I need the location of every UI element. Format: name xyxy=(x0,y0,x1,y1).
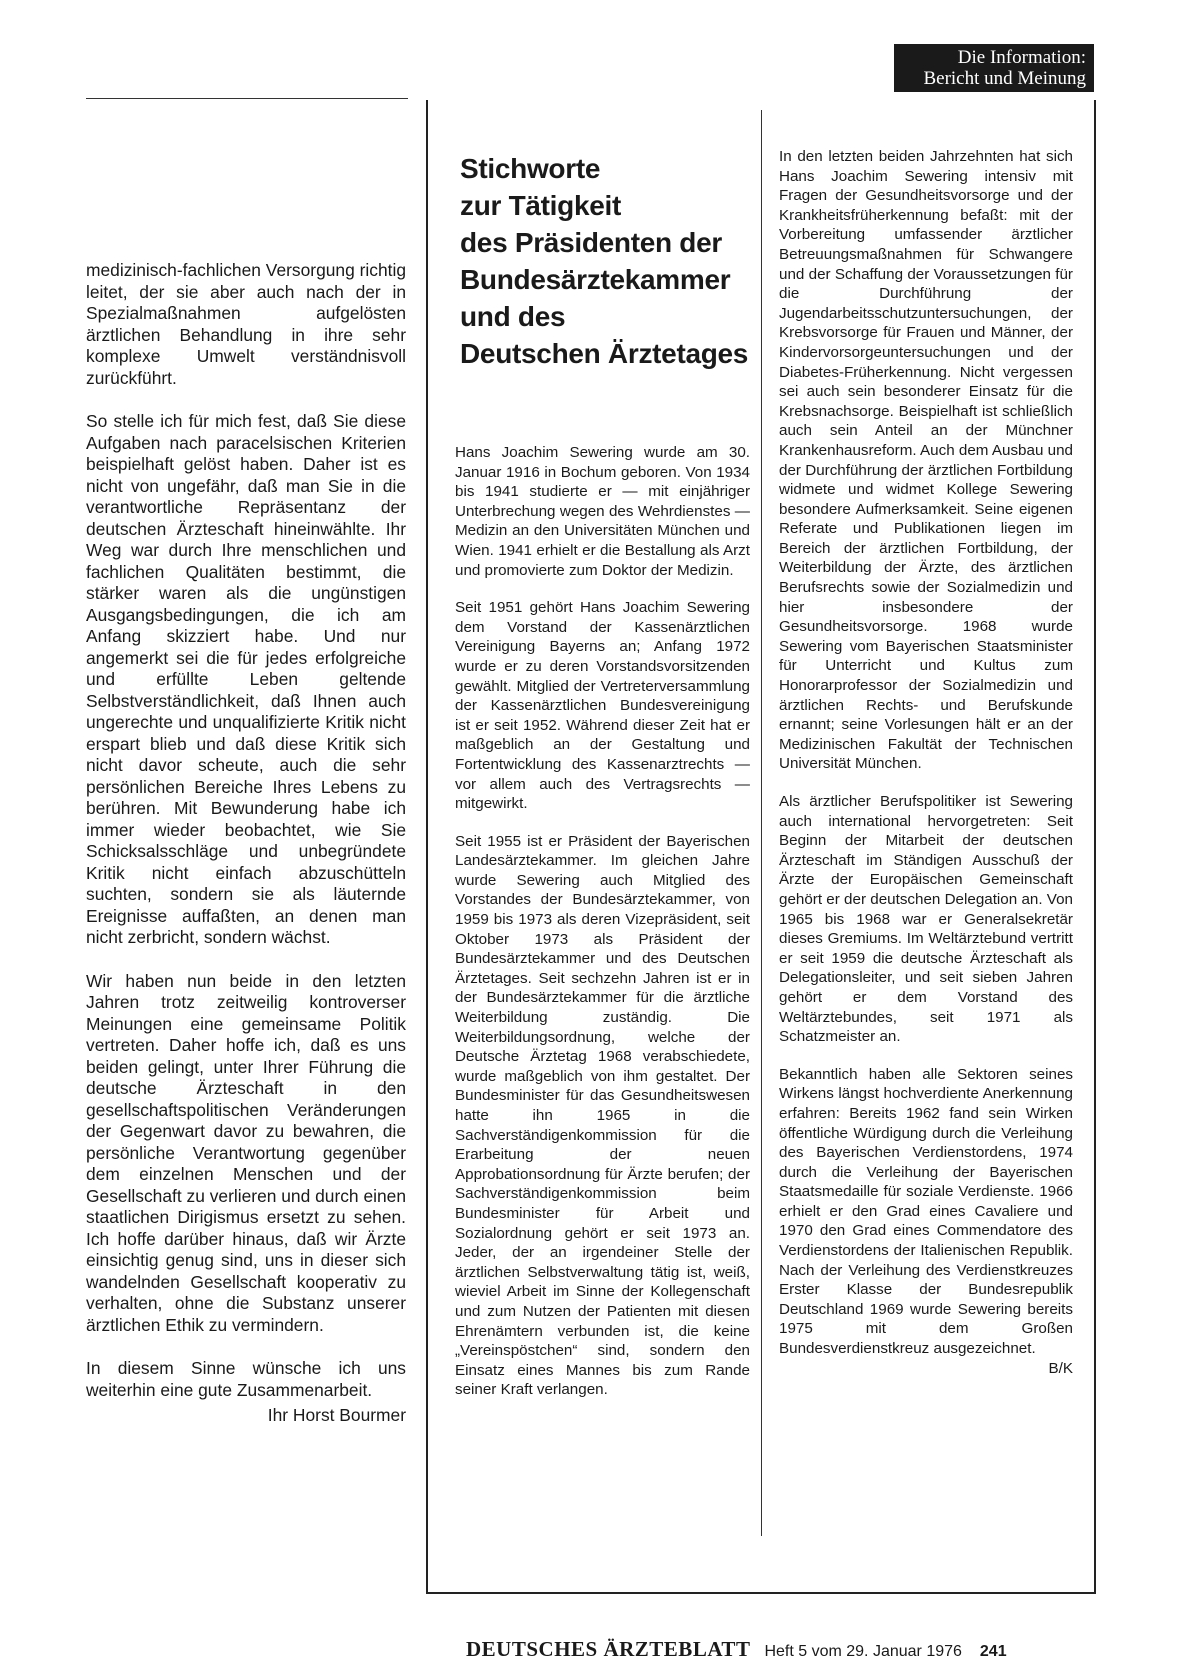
left-paragraph: In diesem Sinne wünsche ich uns weiterhin eine gute Zusammenarbeit. xyxy=(86,1358,406,1400)
box-title xyxy=(460,150,760,372)
author-initials: B/K xyxy=(1048,1359,1073,1377)
box-paragraph: Seit 1951 gehört Hans Joachim Sewering dem Vorstand der Kassenärztlichen Vereinigung Bayerns an; Anfang 1972 wurde er zu deren Vorstandsvorsitzenden gewählt. Mitglied der Vertreterversammlung der Kassenärztlichen Bundesvereinigung ist er seit 1952. Während dieser Zeit hat er maßgeblich an der Gestaltung und Fortentwicklung des Kassenarztrechts — vor allem auch des Vertragsrechts — mitgewirkt. xyxy=(455,599,750,813)
column-divider xyxy=(761,110,762,1536)
box-paragraph: In den letzten beiden Jahrzehnten hat sich Hans Joachim Sewering intensiv mit Fragen der Gesundheitsvorsorge und der Krankheitsfrüherkennung befaßt: mit der Vorbereitung umfassender ärztlicher Betreuungsmaßnahmen für Schwangere und der Schaffung der Voraussetzungen für die Durchführung der Jugendarbeitsschutzuntersuchungen, der Krebsvorsorge für Frauen und Männer, der Kindervorsorgeuntersuchungen und der Diabetes-Früherkennung. Nicht vergessen sei auch sein besonderer Einsatz für die Krebsnachsorge. Beispielhaft ist schließlich auch sein Anteil an der Münchner Krankenhausreform. Auch dem Ausbau und der Durchführung der ärztlichen Fortbildung widmete und widmet Kollege Sewering besondere Aufmerksamkeit. Seine eigenen Referate und Publikationen liegen im Bereich der ärztlichen Fortbildung, der Weiterbildung der Ärzte, des ärztlichen Berufsrechts sowie der Sozialmedizin und hier insbesondere der Gesundheitsvorsorge. 1968 wurde Sewering vom Bayerischen Staatsminister für Unterricht und Kultus zum Honorarprofessor der Sozialmedizin und ärztlichen Rechts- und Berufskunde ernannt; seine Vorlesungen hält er an der Medizinischen Fakultät der Technischen Universität München. xyxy=(779,148,1073,773)
box-title-line: und des xyxy=(460,301,566,332)
left-column xyxy=(86,260,406,1427)
box-title-line: Stichworte xyxy=(460,153,601,184)
signature: Ihr Horst Bourmer xyxy=(267,1405,406,1425)
left-column-rule xyxy=(86,98,408,99)
section-badge xyxy=(894,44,1094,92)
box-paragraph: Als ärztlicher Berufspolitiker ist Sewering auch international hervorgetreten: Seit Beginn der Mitarbeit der deutschen Ärzteschaft im Ständigen Ausschuß der Ärzte der Europäischen Gemeinschaft gehört er der deutschen Delegation an. Von 1965 bis 1968 war er Generalsekretär dieses Gremiums. Im Weltärztebund vertritt er seit 1959 die deutsche Ärzteschaft als Delegationsleiter, und seit sieben Jahren gehört er dem Vorstand des Weltärztebundes, seit 1971 als Schatzmeister an. xyxy=(779,793,1073,1046)
section-label-line1: Die Information: xyxy=(957,47,1086,68)
box-title-line: des Präsidenten der xyxy=(460,227,722,258)
box-paragraph: Seit 1955 ist er Präsident der Bayerischen Landesärztekammer. Im gleichen Jahre wurde Sewering auch Mitglied des Vorstandes der Bundesärztekammer, von 1959 bis 1973 als deren Vizepräsident, seit Oktober 1973 als Präsident der Bundesärztekammer und des Deutschen Ärztetages. Seit sechzehn Jahren ist er in der Bundesärztekammer für die ärztliche Weiterbildung zuständig. Die Weiterbildungsordnung, welche der Deutsche Ärztetag 1968 verabschiedete, wurde maßgeblich von ihm gestaltet. Der Bundesminister für das Gesundheitswesen hatte ihn 1965 in die Sachverständigenkommission für die Erarbeitung der neuen Approbationsordnung für Ärzte berufen; der Sachverständigenkommission beim Bundesminister für Arbeit und Sozialordnung gehört er seit 1973 an. Jeder, der an irgendeiner Stelle der ärztlichen Selbstverwaltung tätig ist, weiß, wieviel Arbeit im Sinne der Kollegenschaft und zum Nutzen der Patienten mit diesen Ehrenämtern verbunden ist, die keine „Vereinspöstchen“ sind, sondern den Einsatz eines Mannes bis zum Rande seiner Kraft verlangen. xyxy=(455,832,750,1399)
box-middle-column xyxy=(455,443,750,1418)
box-right-column xyxy=(779,147,1073,1378)
left-paragraph: Wir haben nun beide in den letzten Jahren trotz zeitweilig kontroverser Meinungen eine gemeinsame Politik vertreten. Daher hoffe ich, daß es uns beiden gelingt, unter Ihrer Führung die deutsche Ärzteschaft in den gesellschaftspolitischen Veränderungen der Gegenwart davor zu bewahren, die persönliche Verantwortung gegenüber dem einzelnen Menschen und der Gesellschaft zu verlieren und durch einen staatlichen Dirigismus ersetzt zu sehen. Ich hoffe darüber hinaus, daß wir Ärzte einsichtig genug sind, uns in dieser sich wandelnden Gesellschaft kooperativ zu verhalten, ohne die Substanz unserer ärztlichen Ethik zu vermindern. xyxy=(86,970,406,1335)
left-paragraph: medizinisch-fachlichen Versorgung richtig leitet, der sie aber auch nach der in Spezialmaßnahmen aufgelösten ärztlichen Behandlung in ihre sehr komplexe Umwelt verständnisvoll zurückführt. xyxy=(86,260,406,388)
page-number: 241 xyxy=(979,1643,1007,1660)
box-title-line: Bundesärztekammer xyxy=(460,264,731,295)
box-paragraph: Hans Joachim Sewering wurde am 30. Januar 1916 in Bochum geboren. Von 1934 bis 1941 studierte er — mit einjähriger Unterbrechung wegen des Wehrdienstes — Medizin an den Universitäten München und Wien. 1941 erhielt er die Bestallung als Arzt und promovierte zum Doktor der Medizin. xyxy=(455,444,750,579)
section-label-line2: Bericht und Meinung xyxy=(923,68,1086,89)
left-paragraph: So stelle ich für mich fest, daß Sie diese Aufgaben nach paracelsischen Kriterien beispielhaft gelöst haben. Daher ist es nicht von ungefähr, daß man Sie in die verantwortliche Repräsentanz der deutschen Ärzteschaft hineinwählte. Ihr Weg war durch Ihre menschlichen und fachlichen Qualitäten bestimmt, die stärker waren als die ungünstigen Ausgangsbedingungen, die ich am Anfang skizziert habe. Und nur angemerkt sei die für jedes erfolgreiche und erfüllte Leben geltende Selbstverständlichkeit, daß Ihnen auch ungerechte und unqualifizierte Kritik nicht erspart blieb und daß diese Kritik sich nicht davor scheute, auch die sehr persönlichen Bereiche Ihres Lebens zu berühren. Mit Bewunderung habe ich immer wieder beobachtet, wie Sie Schicksalsschläge und unbegründete Kritik nicht einfach abzuschütteln suchten, sondern sie als läuternde Ereignisse auffaßten, an denen man nicht zerbricht, sondern wächst. xyxy=(86,411,406,947)
page-footer xyxy=(466,1637,1096,1662)
box-paragraph: Bekanntlich haben alle Sektoren seines Wirkens längst hochverdiente Anerkennung erfahren: Bereits 1962 fand sein Wirken öffentliche Würdigung durch die Verleihung des Bayerischen Verdienstordens, 1974 durch die Verleihung der Bayerischen Staatsmedaille für soziale Verdienste. 1966 erhielt er den Grad eines Cavaliere und 1970 den Grad eines Commendatore des Verdienstordens der Italienischen Republik. Nach der Verleihung des Verdienstkreuzes Erster Klasse der Bundesrepublik Deutschland 1969 wurde Sewering bereits 1975 mit dem Großen Bundesverdienstkreuz ausgezeichnet. xyxy=(779,1065,1073,1358)
box-title-line: Deutschen Ärztetages xyxy=(460,338,749,369)
box-title-line: zur Tätigkeit xyxy=(460,190,622,221)
journal-name: DEUTSCHES ÄRZTEBLATT xyxy=(466,1637,751,1661)
issue-info: Heft 5 vom 29. Januar 1976 xyxy=(764,1643,962,1660)
